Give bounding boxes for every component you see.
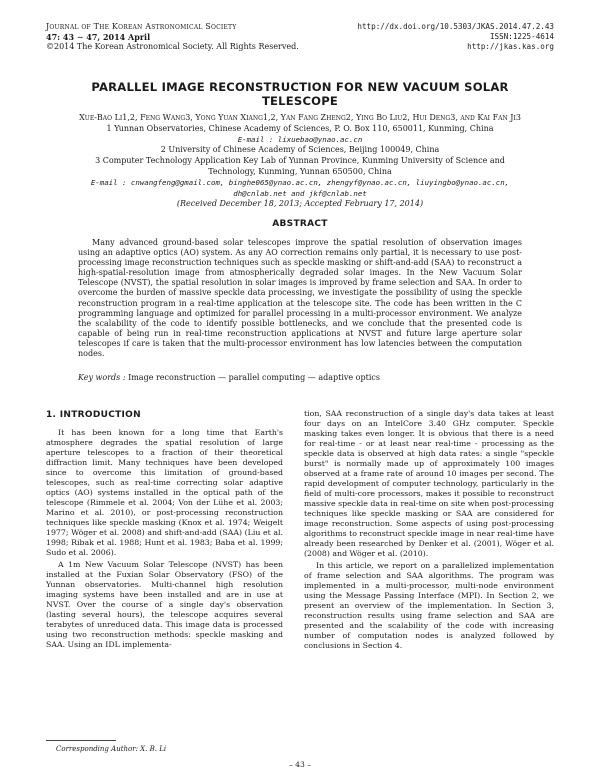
keywords [78,373,522,383]
intro-paragraph-4: In this article, we report on a parallelized implementation of frame selection and SAA algorithms. The program was implemented in a multi-processor, multi-node environment using the Message Passing Interface (MPI). In Section 2, we present an overview of the implementation. In Section 3, reconstruction results using frame selection and SAA are presented and the scalability of the code with increasing number of computation nodes is analyzed followed by conclusions in Section 4. [304,561,554,650]
issn: ISSN:1225-4614 [489,32,554,41]
title-line-2: TELESCOPE [261,94,339,108]
copyright-line: ©2014 The Korean Astronomical Society. All Rights Reserved. [46,42,299,51]
journal-url[interactable]: http://jkas.kas.org [467,42,554,51]
intro-paragraph-3: tion, SAA reconstruction of a single day's data takes at least four days on an IntelCore 3.40 GHz computer. Speckle masking takes even longer. It is obvious that there is a need for real-time - or at least near real-time - processing as the speckle data is observed at high data rates: a single "speckle burst" is normally made up of approximately 100 images observed at a frame rate of around 10 images per second. The rapid development of computer technology, particularly in the field of multi-core processors, makes it possible to reconstruct massive speckle data in real-time on site when post-processing techniques like speckle masking or SAA are considered for image reconstruction. Some aspects of using post-processing algorithms to reconstruct speckle image in near real-time have already been researched by Denker et al. (2001), Wöger et al. (2008) and Wöger et al. (2010). [304,409,554,558]
footnote-rule [46,740,116,741]
affiliation-3-line-1: 3 Computer Technology Application Key Lab of Yunnan Province, Kunming University of Science and [95,156,505,166]
journal-header [46,22,299,52]
corresponding-author: Corresponding Author: X. B. Li [56,745,167,753]
author-block [46,113,554,210]
journal-name: Journal of The Korean Astronomical Society [46,22,237,31]
author-list: Xue-Bao Li1,2, Feng Wang3, Yong Yuan Xiang1,2, Yan Fang Zheng2, Ying Bo Liu2, Hui Deng3, and Kai Fan Ji3 [79,113,521,122]
keywords-label: Key words : [78,373,126,382]
paper-title [46,80,554,108]
keywords-list: Image reconstruction — parallel computing — adaptive optics [128,373,380,382]
doi-link[interactable]: http://dx.doi.org/10.5303/JKAS.2014.47.2.43 [357,22,554,31]
affiliation-2: 2 University of Chinese Academy of Sciences, Beijing 100049, China [160,145,440,155]
email-1: E-mail : lixuebao@ynao.ac.cn [237,134,363,144]
email-2-line-1: E-mail : cnwangfeng@gmail.com, binghe065@ynao.ac.cn, zhengyf@ynao.ac.cn, liuyingbo@ynao.ac.cn, [90,177,510,187]
affiliation-3-line-2: Technology, Kunming, Yunnan 650500, China [208,166,392,176]
abstract-text: Many advanced ground-based solar telescopes improve the spatial resolution of observation images using an adaptive optics (AO) system. As any AO correction remains only partial, it is necessary to use post-processing image reconstruction techniques such as speckle masking or shift-and-add (SAA) to reconstruct a high-spatial-resolution image from atmospherically degraded solar images. In the New Vacuum Solar Telescope (NVST), the spatial resolution in solar images is improved by frame selection and SAA. In order to overcome the burden of massive speckle data processing, we investigate the possibility of using the speckle reconstruction program in a real-time application at the telescope site. The code has been written in the C programming language and optimized for parallel processing in a multi-processor environment. We analyze the scalability of the code to identify possible bottlenecks, and we conclude that the presented code is capable of being run in real-time reconstruction applications at NVST and future large aperture solar telescopes if care is taken that the multi-processor environment has low latencies between the computation nodes. [78,238,522,359]
page-number: – 43 – [288,760,312,769]
email-2-line-2: dh@cnlab.net and jkf@cnlab.net [233,188,367,198]
left-column [46,428,283,650]
received-date: (Received December 18, 2013; Accepted February 17, 2014) [176,199,424,209]
intro-paragraph-1: It has been known for a long time that Earth's atmosphere degrades the spatial resolution of large aperture telescopes to a fraction of their theoretical diffraction limit. Many techniques have been developed since to overcome this limitation of ground-based telescopes, such as real-time correcting solar adaptive optics (AO) systems installed in the optical path of the telescope (Rimmele et al. 2004; Von der Lühe et al. 2003; Marino et al. 2010), or post-processing reconstruction techniques like speckle masking (Knox et al. 1974; Weigelt 1977; Wöger et al. 2008) and shift-and-add (SAA) (Liu et al. 1998; Ribak et al. 1988; Hunt et al. 1983; Baba et al. 1999; Sudo et al. 2006). [46,428,283,557]
volume-pages: 47: 43 ∼ 47, 2014 April [46,32,151,42]
section-heading-introduction: 1. INTRODUCTION [46,410,141,420]
intro-paragraph-2: A 1m New Vacuum Solar Telescope (NVST) has been installed at the Fuxian Solar Observatory (FSO) of the Yunnan observatories. Multi-channel high resolution imaging systems have been installed and are in use at NVST. Over the course of a single day's observation (lasting several hours), the telescope acquires several terabytes of unreduced data. This image data is processed using two reconstruction methods: speckle masking and SAA. Using an IDL implementa- [46,560,283,649]
affiliation-1: 1 Yunnan Observatories, Chinese Academy of Sciences, P. O. Box 110, 650011, Kunming, China [106,123,494,133]
abstract-heading: ABSTRACT [272,219,328,229]
title-line-1: PARALLEL IMAGE RECONSTRUCTION FOR NEW VACUUM SOLAR [91,80,509,94]
right-column [304,409,554,651]
doi-header [357,22,554,52]
